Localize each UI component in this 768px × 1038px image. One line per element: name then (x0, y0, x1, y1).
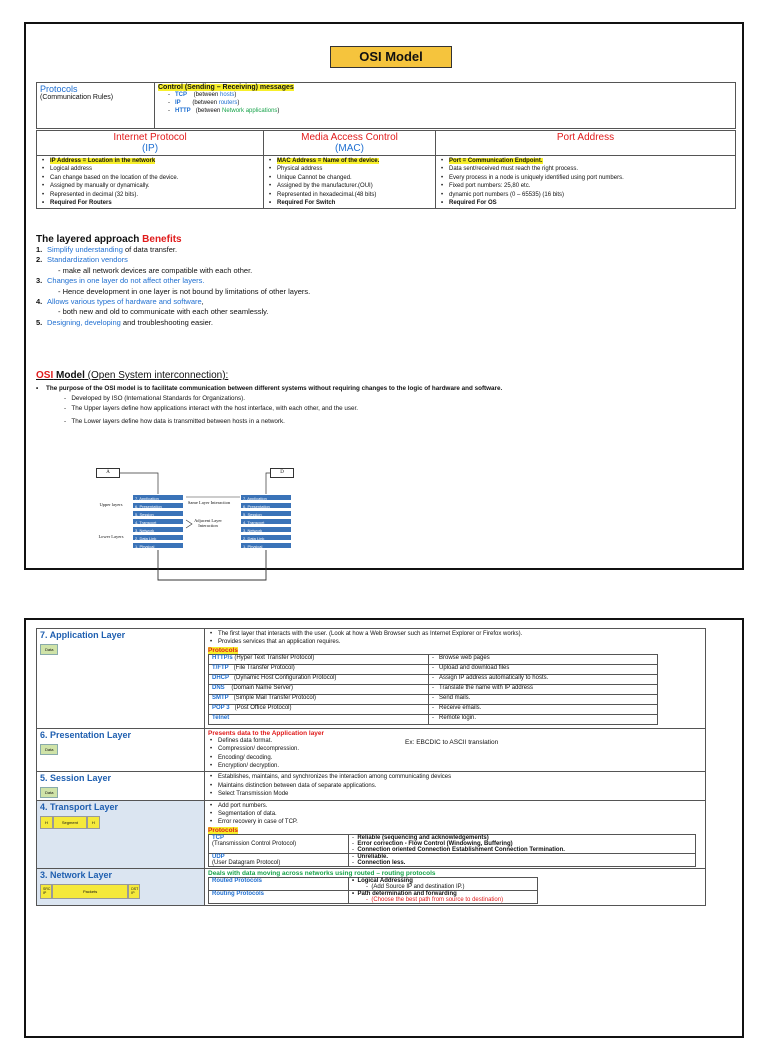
protocols-label: Protocols (40, 84, 78, 94)
session-layer-name-cell (37, 772, 205, 800)
app-bullet-2: • Provides services that an application requires. (208, 638, 702, 646)
benefit-2: 2. Standardization vendors (36, 255, 128, 265)
layers-table (36, 628, 706, 906)
osi-purpose: • The purpose of the OSI model is to facilitate communication between different systems without requiring changes to the logic of hardware and software. (36, 385, 503, 392)
left-layer-2: 2. Data Link (132, 534, 184, 541)
osi-diagram (94, 468, 304, 592)
table-row: HTTP/s (Hyper Text Transfer Protocol) - Browse web pages (209, 654, 658, 664)
network-protocols-table (208, 877, 538, 904)
pres-layer-title: 6. Presentation Layer (40, 729, 132, 740)
pres-item: • Encryption/ decryption. (208, 762, 702, 770)
transport-layer-title: 4. Transport Layer (40, 801, 119, 812)
protocols-table (36, 82, 736, 129)
control-label: Control (Sending – Receiving) messages (158, 84, 294, 91)
osi-lower: - The Lower layers define how data is transmitted between hosts in a network. (64, 418, 285, 425)
transport-item: • Add port numbers. (208, 802, 702, 810)
protocols-cell (37, 83, 155, 129)
host-a-box: A (96, 468, 120, 478)
app-layer-title: 7. Application Layer (40, 630, 126, 640)
table-row: POP 3 (Post Office Protocol) - Receive emails. (209, 704, 658, 714)
session-data-pill: Data (40, 787, 58, 798)
left-layer-3: 3. Network (132, 526, 184, 533)
pres-item: • Defines data format. (208, 737, 702, 745)
right-layer-2: 2. Data Link (240, 534, 292, 541)
osi-title: OSI Model (Open System interconnection): (36, 370, 229, 381)
session-layer-title: 5. Session Layer (40, 773, 112, 784)
pres-item: • Compression/ decompression. (208, 745, 702, 753)
packet-pill: SRC IP Packets DST IP (40, 884, 201, 899)
network-layer-name-cell (37, 868, 205, 905)
lower-layers-label: Lower Layers (98, 534, 124, 539)
benefits-section (36, 234, 726, 328)
left-layer-5: 5. Session (132, 510, 184, 517)
left-layer-1: 1. Physical (132, 542, 184, 549)
port-list: • Port = Communication Endpoint. • Data sent/received must reach the right process. • Every process in a node is uniquely identified using port numbers. • Fixed port numbers: 25,80 etc. • dynamic port numbers (0 – 65535) (16 bits) • Required For OS (436, 156, 736, 209)
pres-head: Presents data to the Application layer (208, 729, 325, 737)
pres-layer-content (205, 728, 706, 772)
pres-data-pill: Data (40, 744, 58, 755)
page-2 (24, 618, 744, 1038)
transport-protocols-head: Protocols (208, 826, 238, 834)
table-row: UDP (User Datagram Protocol) - Unreliable. - Connection less. (209, 853, 696, 866)
right-layer-3: 3. Network (240, 526, 292, 533)
benefit-4-sub: - both new and old to communicate with each other seamlessly. (58, 307, 269, 317)
benefit-3: 3. Changes in one layer do not affect other layers. (36, 276, 205, 286)
table-row: SMTP (Simple Mail Transfer Protocol) - Send mails. (209, 694, 658, 704)
right-layer-1: 1. Physical (240, 542, 292, 549)
app-bullet-1: • The first layer that interacts with the user. (Look at how a Web Browser such as Internet Explorer or Firefox works). (208, 630, 702, 638)
benefits-title: The layered approach Benefits (36, 234, 182, 245)
network-head: Deals with data moving across networks using routed – routing protocols (208, 869, 436, 877)
mac-head: Media Access Control (MAC) (264, 131, 436, 156)
left-layer-6: 6. Presentation (132, 502, 184, 509)
page-title: OSI Model (330, 46, 452, 68)
proto-item-tcp: - TCP (between hosts) (168, 92, 237, 98)
proto-item-http: - HTTP (between Network applications) (168, 108, 280, 114)
session-layer-content (205, 772, 706, 800)
port-head: Port Address (436, 131, 736, 156)
protocols-sub: (Communication Rules) (40, 94, 114, 101)
right-layer-4: 4. Transport (240, 518, 292, 525)
proto-item-ip: - IP (between routers) (168, 100, 240, 106)
app-layer-content (205, 629, 706, 729)
transport-item: • Error recovery in case of TCP. (208, 818, 702, 826)
left-layer-4: 4. Transport (132, 518, 184, 525)
left-layer-7: 7. Application (132, 494, 184, 501)
benefit-3-sub: - Hence development in one layer is not bound by limitations of other layers. (58, 286, 311, 296)
app-data-pill: Data (40, 644, 58, 655)
table-row: TCP (Transmission Control Protocol) - Reliable (sequencing and acknowledgements) - Error correction - Flow Control (Windowing, Buffering) - Connection oriented Connection Establishment Connection Termination. (209, 834, 696, 853)
table-row: T/FTP (File Transfer Protocol) - Upload and download files (209, 664, 658, 674)
host-d-box: D (270, 468, 294, 478)
network-layer-title: 3. Network Layer (40, 869, 113, 880)
same-layer-label: Same Layer Interaction (187, 500, 231, 505)
ip-list: • IP Address = Location in the network • Logical address • Can change based on the location of the device. • Assigned by manually or dynamically. • Represented in decimal (32 bits). • Required For Routers (37, 156, 264, 209)
benefit-5: 5. Designing, developing and troubleshooting easier. (36, 317, 213, 327)
table-row: DNS (Domain Name Server) - Translate the name with IP address (209, 684, 658, 694)
transport-layer-name-cell (37, 800, 205, 868)
right-layer-5: 5. Session (240, 510, 292, 517)
app-layer-name-cell (37, 629, 205, 729)
transport-layer-content (205, 800, 706, 868)
table-row: DHCP (Dynamic Host Configuration Protocol) - Assign IP address automatically to hosts. (209, 674, 658, 684)
pres-example: Ex: EBCDIC to ASCII translation (405, 738, 499, 746)
osi-upper: - The Upper layers define how applications interact with the host interface, with each other, and the user. (64, 405, 359, 412)
diagram-connectors (94, 468, 304, 592)
protocols-control-cell (155, 83, 736, 129)
table-row: Routed Protocols • Logical Addressing - (Add Source IP and destination IP.) (209, 877, 538, 890)
upper-layers-label: Upper layers (99, 502, 123, 507)
adjacent-layer-label: Adjacent Layer Interaction (194, 518, 222, 528)
table-row: Telnet - Remote login. (209, 714, 658, 724)
transport-protocols-table (208, 834, 696, 867)
segment-pill: H Segment H (40, 816, 201, 829)
pres-item: • Encoding/ decoding. (208, 754, 702, 762)
page-1 (24, 22, 744, 570)
address-table (36, 130, 736, 209)
mac-list: • MAC Address = Name of the device. • Physical address • Unique Cannot be changed. • Assigned by the manufacturer.(OUI) • Represented in hexadecimal.(48 bits) • Required For Switch (264, 156, 436, 209)
pres-layer-name-cell (37, 728, 205, 772)
session-item: • Establishes, maintains, and synchronizes the interaction among communicating devices (208, 773, 702, 781)
benefit-1: 1. Simplify understanding of data transfer. (36, 245, 178, 254)
app-protocols-head: Protocols (208, 646, 238, 654)
osi-dev: - Developed by ISO (International Standards for Organizations). (64, 395, 245, 402)
benefit-2-sub: - make all network devices are compatible with each other. (58, 265, 253, 275)
ip-head: Internet Protocol (IP) (37, 131, 264, 156)
benefit-4: 4. Allows various types of hardware and software, (36, 297, 204, 307)
table-row: Routing Protocols • Path determination and forwarding - (Choose the best path from source to destination) (209, 890, 538, 903)
right-layer-6: 6. Presentation (240, 502, 292, 509)
network-layer-content (205, 868, 706, 905)
session-item: • Select Transmission Mode (208, 790, 702, 798)
transport-item: • Segmentation of data. (208, 810, 702, 818)
right-layer-7: 7. Application (240, 494, 292, 501)
app-protocols-table (208, 654, 658, 725)
session-item: • Maintains distinction between data of separate applications. (208, 782, 702, 790)
osi-section (36, 370, 736, 425)
